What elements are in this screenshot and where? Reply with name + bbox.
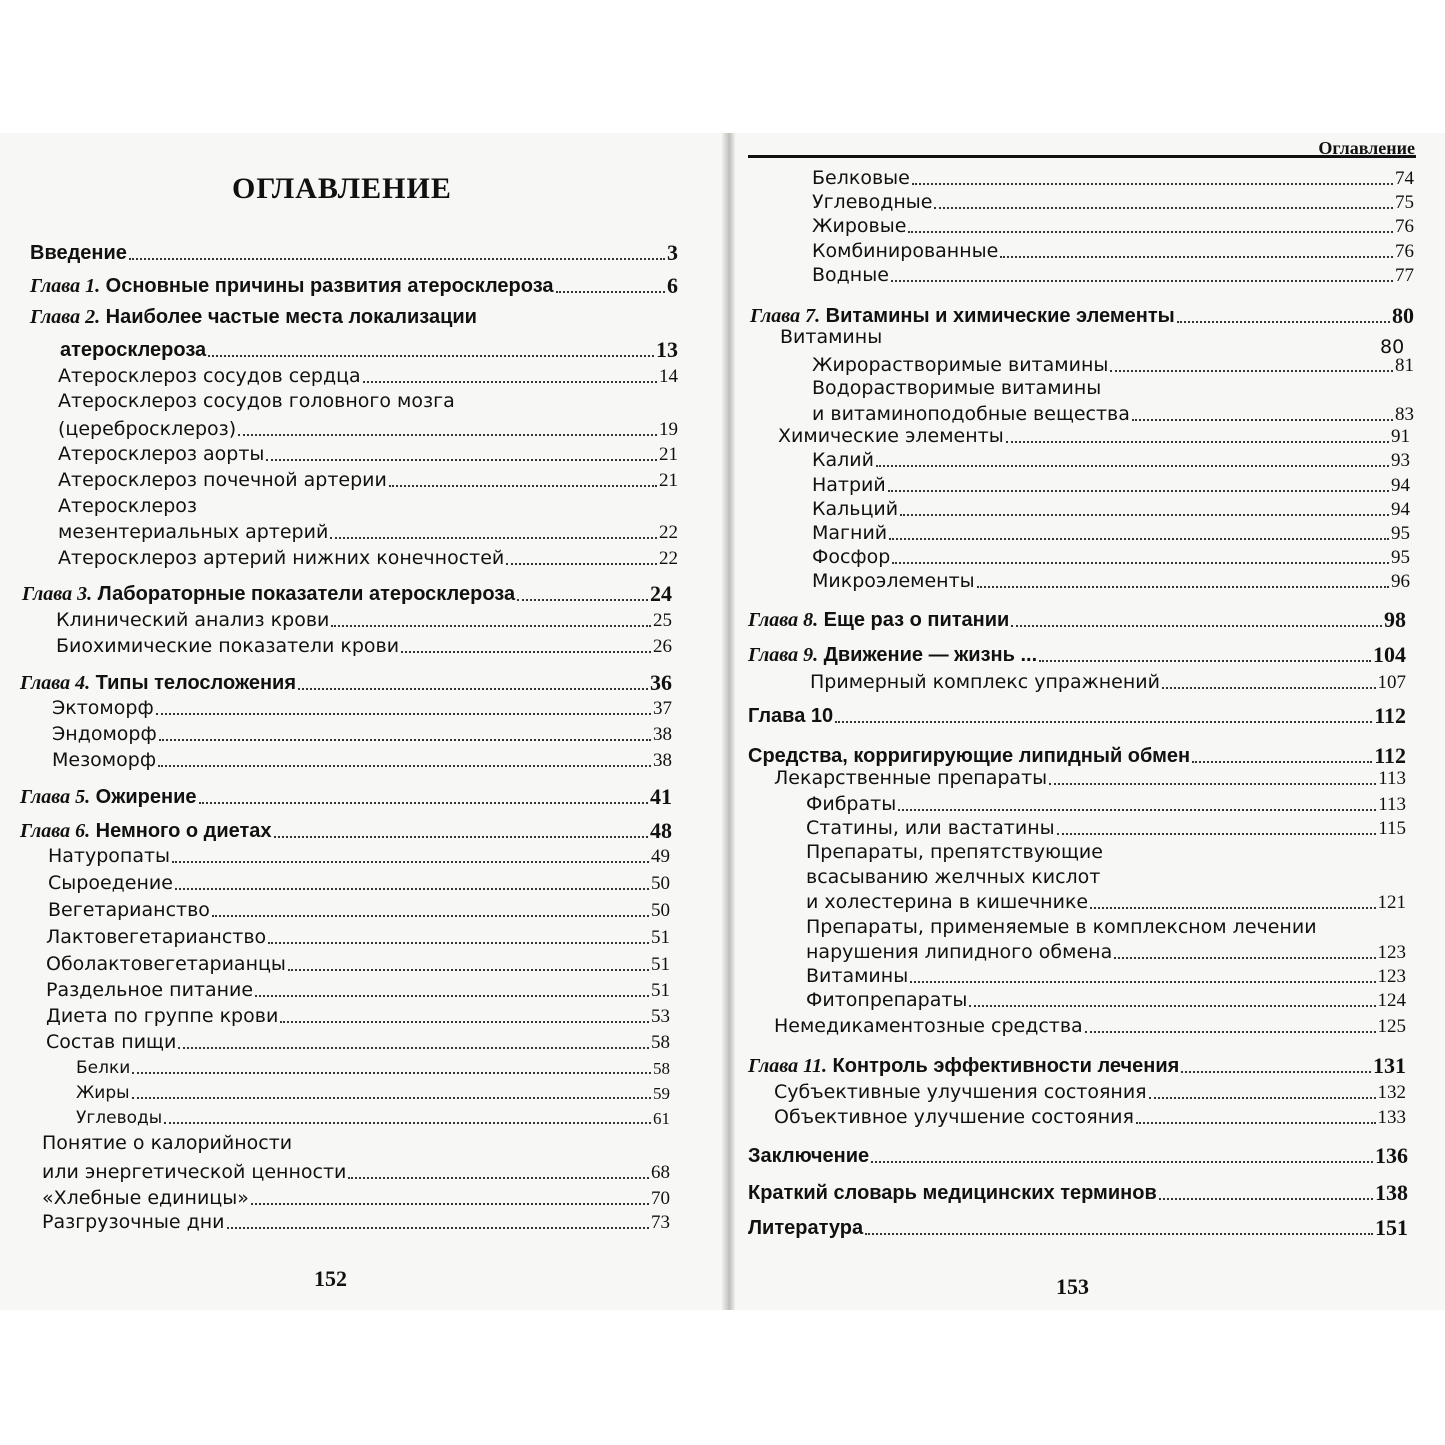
toc-page-number: 3 [667,240,678,265]
toc-entry-title: Фосфор [812,546,891,568]
toc-page-number: 94 [1391,475,1410,496]
toc-entry-title: Средства, корригирующие липидный обмен [748,745,1191,768]
toc-entry-title: Натрий [812,474,886,496]
leader-dots [517,599,648,601]
toc-entry-2-5[interactable]: Атеросклероз [58,495,197,517]
toc-page-number: 81 [1395,355,1414,376]
leader-dots [908,231,1393,233]
toc-entry-chapter-11[interactable] [748,1053,1406,1078]
toc-entry-title: Наиболее частые места локализации [105,306,477,328]
leader-dots [1177,321,1390,323]
toc-entry-6-4[interactable] [46,927,670,949]
toc-entry-3-1[interactable] [56,610,672,632]
toc-page-number: 123 [1377,942,1406,963]
toc-entry-literature[interactable] [748,1215,1408,1240]
toc-page-number: 133 [1377,1107,1406,1128]
toc-entry-chapter-8[interactable] [748,607,1406,632]
leader-dots [889,538,1389,540]
toc-entry-title: Углеводные [812,191,933,213]
toc-page-number: 41 [650,784,672,809]
leader-dots [1132,419,1393,421]
leader-dots [891,280,1393,282]
toc-entry-6-8c[interactable] [76,1109,670,1129]
toc-entry-title: Атеросклероз почечной артерии [58,469,387,491]
toc-entry-r1[interactable] [812,168,1414,190]
toc-entry-title: мезентериальных артерий [58,521,329,543]
toc-entry-7-2e[interactable] [812,547,1410,569]
leader-dots [158,765,651,767]
toc-entry-chapter-2-cont[interactable] [60,337,678,362]
toc-entry-title: Заключение [748,1145,870,1168]
toc-entry-title: Краткий словарь медицинских терминов [748,1182,1157,1205]
toc-entry-title: Жирорастворимые витамины [812,354,1109,376]
toc-entry-title: Состав пищи [46,1031,177,1053]
leader-dots [1114,957,1375,959]
toc-entry-title: и холестерина в кишечнике [806,891,1089,913]
toc-page-number: 22 [659,548,678,569]
toc-page-number: 58 [651,1032,670,1053]
leader-dots [506,563,657,565]
toc-page-number: 50 [651,900,670,921]
toc-entry-6-3[interactable] [48,900,670,922]
leader-dots [266,459,657,461]
toc-entry-title: Натуропаты [48,845,171,867]
chapter-label: Глава 7. [750,305,821,328]
toc-page-number: 68 [651,1162,670,1183]
toc-entry-7-2c[interactable] [812,499,1410,521]
toc-entry-title: Атеросклероз аорты [58,443,265,465]
toc-entry-7-2b[interactable] [812,475,1410,497]
toc-page-number: 121 [1377,892,1406,913]
toc-entry-title: Витамины и химические элементы [825,305,1175,328]
toc-page-number: 21 [659,444,678,465]
toc-entry-title: Жиры [76,1083,130,1103]
leader-dots [912,183,1393,185]
header-rule [748,155,1416,158]
toc-page-number: 75 [1395,192,1414,213]
toc-page-number: 113 [1378,768,1406,789]
toc-entry-title: Жировые [812,215,907,237]
leader-dots [1149,1097,1376,1099]
toc-entry-7-2f[interactable] [812,571,1410,593]
toc-entry-6-6[interactable] [46,980,670,1002]
toc-page-number: 125 [1377,1016,1406,1037]
toc-entry-title: Лактовегетарианство [46,926,267,948]
toc-page-number: 95 [1391,523,1410,544]
toc-page-number: 113 [1378,794,1406,815]
toc-page-number: 123 [1377,966,1406,987]
toc-entry-title: Комбинированные [812,240,999,262]
toc-entry-10-1e[interactable] [806,966,1406,988]
toc-entry-title: Еще раз о питании [823,609,1010,632]
toc-entry-chapter-3[interactable] [22,581,672,606]
leader-dots [934,207,1393,209]
leader-dots [1057,833,1377,835]
toc-entry-chapter-2[interactable] [30,306,477,329]
leader-dots [156,713,651,715]
toc-entry-title: Основные причины развития атеросклероза [105,275,554,298]
leader-dots [208,355,654,357]
toc-page-number: 80 [1392,303,1414,328]
toc-entry-r2[interactable] [812,192,1414,214]
toc-entry-title: Примерный комплекс упражнений [810,671,1160,693]
leader-dots [401,651,651,653]
toc-entry-lipid-section[interactable] [748,743,1406,768]
toc-entry-2-2[interactable]: Атеросклероз сосудов головного мозга [58,390,455,412]
toc-entry-title: Диета по группе крови [46,1005,279,1027]
toc-entry-2-1[interactable] [58,366,678,388]
toc-page-number: 21 [659,470,678,491]
toc-entry-10-1d[interactable]: Препараты, применяемые в комплексном лечении [806,916,1317,938]
leader-dots [348,1177,649,1179]
toc-page-number: 36 [650,670,672,695]
toc-entry-title: Атеросклероз сосудов сердца [58,365,361,387]
toc-entry-title: Сыроедение [48,872,173,894]
toc-entry-11-1[interactable] [774,1082,1406,1104]
toc-entry-2-2-cont[interactable] [58,419,678,441]
chapter-label: Глава 2. [30,306,101,328]
chapter-label: Глава 5. [20,786,91,809]
leader-dots [389,485,657,487]
toc-page-number: 91 [1391,426,1410,447]
toc-entry-title: Объективное улучшение состояния [774,1106,1134,1128]
leader-dots [865,1233,1373,1235]
toc-page-number: 107 [1377,672,1406,693]
toc-page-number: 74 [1395,168,1414,189]
leader-dots [129,258,665,260]
leader-dots [1162,687,1376,689]
toc-entry-title: Микроэлементы [812,570,975,592]
toc-page-number: 38 [653,724,672,745]
toc-page-number: 49 [651,846,670,867]
leader-dots [871,1161,1373,1163]
leader-dots [892,562,1389,564]
toc-entry-10-2[interactable] [774,1016,1406,1038]
toc-entry-title: Оболактовегетарианцы [46,953,286,975]
toc-page-number: 124 [1377,990,1406,1011]
toc-page-number: 112 [1374,703,1406,728]
toc-entry-title: Лекарственные препараты [774,767,1048,789]
toc-page-number: 50 [651,873,670,894]
leader-dots [835,721,1372,723]
toc-page-number: 96 [1391,571,1410,592]
chapter-label: Глава 8. [748,609,819,632]
chapter-label: Глава 4. [20,672,91,695]
toc-entry-10-1c[interactable]: Препараты, препятствующие [806,841,1103,863]
toc-entry-title: Движение — жизнь ... [823,644,1038,667]
toc-entry-6-7[interactable] [46,1006,670,1028]
toc-entry-7-2[interactable] [778,426,1410,448]
toc-entry-title: Водные [812,264,889,286]
toc-entry-chapter-5[interactable] [20,784,672,809]
leader-dots [1039,660,1371,662]
leader-dots [330,537,657,539]
toc-page-number: 73 [651,1212,670,1233]
toc-page-number: 13 [656,337,678,362]
toc-entry-title: Магний [812,522,888,544]
toc-entry-2-6[interactable] [58,548,678,570]
toc-page-number: 131 [1373,1053,1406,1078]
toc-entry-r3[interactable] [812,216,1414,238]
toc-entry-title: Вегетарианство [48,899,210,921]
toc-page-number: 26 [653,636,672,657]
leader-dots [280,1021,649,1023]
leader-dots [199,802,648,804]
toc-page-number: 76 [1395,241,1414,262]
page-title: ОГЛАВЛЕНИЕ [232,172,452,205]
toc-page-number: 14 [659,366,678,387]
toc-page-number: 151 [1375,1215,1408,1240]
chapter-label: Глава 3. [22,583,93,606]
page-number-left: 152 [314,1266,347,1291]
toc-page-number: 19 [659,419,678,440]
toc-page-number: 80 [1380,336,1405,358]
toc-entry-title: Белки [76,1058,131,1078]
toc-entry-title: Типы телосложения [95,672,297,695]
toc-entry-6-10[interactable] [42,1188,670,1210]
toc-entry-conclusion[interactable] [748,1143,1408,1168]
leader-dots [1049,783,1376,785]
toc-page-number: 138 [1375,1180,1408,1205]
toc-page-number: 136 [1375,1143,1408,1168]
toc-entry-chapter-10[interactable] [748,703,1406,728]
toc-entry-6-1[interactable] [48,846,670,868]
toc-page-number: 24 [650,581,672,606]
toc-entry-6-9-cont[interactable] [42,1162,670,1184]
chapter-label: Глава 9. [748,644,819,667]
toc-page-number: 58 [653,1059,670,1078]
toc-entry-chapter-4[interactable] [20,670,672,695]
toc-entry-title: нарушения липидного обмена [806,941,1113,963]
toc-entry-title: Биохимические показатели крови [56,635,400,657]
toc-entry-title: Атеросклероз артерий нижних конечностей [58,547,505,569]
toc-entry-6-2[interactable] [48,873,670,895]
toc-entry-10-1c-cont[interactable]: всасыванию желчных кислот [806,866,1101,888]
toc-entry-title: Клинический анализ крови [56,609,330,631]
toc-entry-10-1c-cont2[interactable] [806,892,1406,914]
toc-entry-9-1[interactable] [810,672,1406,694]
leader-dots [977,586,1389,588]
leader-dots [331,625,651,627]
leader-dots [288,969,649,971]
leader-dots [969,1005,1375,1007]
toc-page-number: 112 [1374,743,1406,768]
toc-entry-r5[interactable] [812,265,1414,287]
toc-entry-title: Ожирение [95,786,197,809]
toc-page-number: 115 [1378,818,1406,839]
toc-entry-title: Введение [30,242,127,265]
toc-entry-6-8[interactable] [46,1032,670,1054]
toc-entry-title: или энергетической ценности [42,1161,347,1183]
leader-dots [159,739,651,741]
leader-dots [910,981,1375,983]
toc-entry-4-2[interactable] [52,724,672,746]
toc-entry-6-9[interactable]: Понятие о калорийности [42,1132,293,1154]
toc-page-number: 37 [653,698,672,719]
toc-entry-intro[interactable] [30,240,678,265]
toc-page-number: 70 [651,1188,670,1209]
leader-dots [251,1203,649,1205]
running-head: Оглавление [1318,138,1415,158]
toc-entry-title: Немного о диетах [95,820,272,843]
leader-dots [255,995,649,997]
toc-page-number: 51 [651,954,670,975]
toc-page-number: 95 [1391,547,1410,568]
toc-entry-title: Литература [748,1217,864,1240]
leader-dots [227,1227,649,1229]
leader-dots [172,861,649,863]
toc-page-number: 48 [650,818,672,843]
toc-entry-chapter-7[interactable] [750,303,1414,328]
toc-entry-2-4[interactable] [58,470,678,492]
toc-entry-7-1a[interactable] [812,355,1414,377]
toc-page-number: 132 [1377,1082,1406,1103]
toc-entry-6-5[interactable] [46,954,670,976]
toc-entry-7-2a[interactable] [812,450,1410,472]
toc-entry-title: Фитопрепараты [806,989,968,1011]
toc-page-number: 98 [1384,607,1406,632]
leader-dots [178,1047,649,1049]
leader-dots [888,490,1389,492]
toc-page-number: 83 [1395,404,1414,425]
toc-entry-title: Эктоморф [52,697,154,719]
toc-entry-title: Кальций [812,498,899,520]
leader-dots [132,1097,651,1099]
toc-entry-title: Углеводы [76,1108,163,1128]
toc-page-number: 93 [1391,450,1410,471]
toc-entry-chapter-1[interactable] [30,273,678,298]
toc-entry-chapter-6[interactable] [20,818,672,843]
toc-entry-6-11[interactable] [42,1212,670,1234]
leader-dots [132,1072,651,1074]
toc-entry-title: и витаминоподобные вещества [812,403,1130,425]
toc-entry-title: Немедикаментозные средства [774,1015,1083,1037]
leader-dots [1000,256,1393,258]
leader-dots [268,942,649,944]
leader-dots [238,434,657,436]
toc-entry-chapter-9[interactable] [748,642,1406,667]
toc-page-number: 77 [1395,265,1414,286]
leader-dots [1181,1071,1371,1073]
chapter-label: Глава 1. [30,275,101,298]
page-number-right: 153 [1056,1274,1089,1299]
leader-dots [164,1122,651,1124]
toc-entry-title: Контроль эффективности лечения [832,1055,1180,1078]
toc-page-number: 51 [651,980,670,1001]
toc-entry-2-3[interactable] [58,444,678,466]
leader-dots [1085,1031,1376,1033]
toc-page-number: 22 [659,522,678,543]
toc-page-number: 104 [1373,642,1406,667]
leader-dots [1159,1198,1373,1200]
leader-dots [1006,441,1389,443]
toc-entry-10-1b[interactable] [806,818,1406,840]
toc-page-number: 25 [653,610,672,631]
toc-entry-7-1b[interactable]: Водорастворимые витамины [812,377,1102,399]
toc-page-number: 53 [651,1006,670,1027]
toc-entry-11-2[interactable] [774,1107,1406,1129]
toc-entry-title: Субъективные улучшения состояния [774,1081,1147,1103]
leader-dots [363,381,657,383]
leader-dots [175,888,649,890]
toc-entry-6-8a[interactable] [76,1059,670,1079]
chapter-label: Глава 11. [748,1055,827,1078]
toc-page-number: 94 [1391,499,1410,520]
leader-dots [298,688,648,690]
toc-entry-title: Раздельное питание [46,979,254,1001]
toc-page-number: 51 [651,927,670,948]
toc-entry-title: (церебросклероз) [58,418,237,440]
toc-entry-4-3[interactable] [52,750,672,772]
toc-page-number: 61 [653,1109,670,1128]
toc-entry-r4[interactable] [812,241,1414,263]
leader-dots [900,514,1389,516]
leader-dots [1011,625,1382,627]
leader-dots [1136,1122,1376,1124]
leader-dots [876,465,1389,467]
toc-page-number: 59 [653,1084,670,1103]
toc-entry-title: Глава 10 [748,705,834,728]
leader-dots [274,836,648,838]
toc-entry-10-1a[interactable] [806,794,1406,816]
toc-page-number: 6 [667,273,678,298]
toc-entry-title: Витамины [806,965,909,987]
toc-entry-title: Разгрузочные дни [42,1211,225,1233]
toc-entry-7-2d[interactable] [812,523,1410,545]
book-gutter [722,133,735,1310]
toc-entry-glossary[interactable] [748,1180,1408,1205]
toc-entry-title: Химические элементы [778,425,1004,447]
toc-entry-title: Эндоморф [52,723,157,745]
toc-entry-title: Фибраты [806,793,897,815]
toc-entry-title: Белковые [812,167,910,189]
leader-dots [1110,370,1393,372]
leader-dots [212,915,649,917]
chapter-label: Глава 6. [20,820,91,843]
toc-page-number: 38 [653,750,672,771]
toc-entry-10-1[interactable] [774,768,1406,790]
toc-entry-7-1b-cont[interactable] [812,404,1414,426]
toc-entry-10-1d-cont[interactable] [806,942,1406,964]
toc-entry-7-1[interactable]: Витамины [780,326,883,348]
toc-entry-title: Лабораторные показатели атеросклероза [97,583,516,606]
toc-page-number: 76 [1395,216,1414,237]
leader-dots [1192,761,1372,763]
toc-entry-10-1f[interactable] [806,990,1406,1012]
leader-dots [1090,907,1375,909]
toc-entry-title: Статины, или вастатины [806,817,1055,839]
toc-entry-6-8b[interactable] [76,1084,670,1104]
toc-entry-4-1[interactable] [52,698,672,720]
toc-entry-2-5-cont[interactable] [58,522,678,544]
toc-entry-title: атеросклероза [60,339,207,362]
toc-entry-3-2[interactable] [56,636,672,658]
toc-entry-title: «Хлебные единицы» [42,1187,249,1209]
leader-dots [556,291,665,293]
toc-entry-title: Калий [812,449,874,471]
leader-dots [898,809,1376,811]
toc-entry-title: Мезоморф [52,749,157,771]
